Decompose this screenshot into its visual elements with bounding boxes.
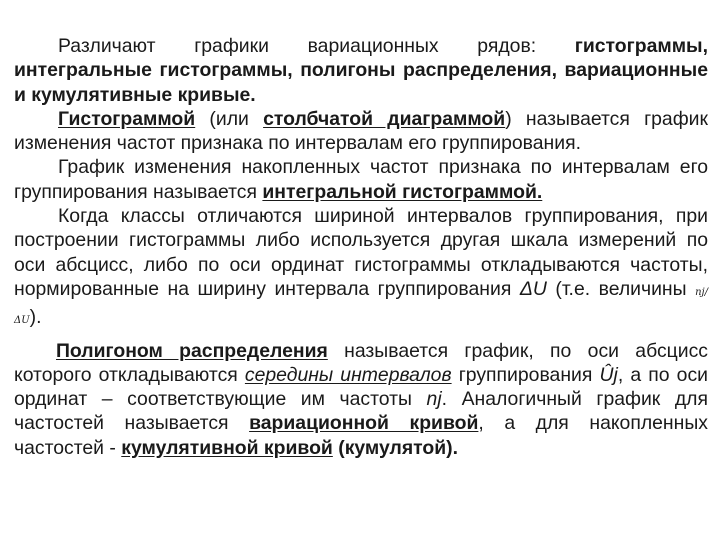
polygon-text-b: группирования [451,363,600,386]
integral-text: График изменения накопленных частот признака по интервалам его группирования называется [14,156,708,203]
polygon-text-f: (кумулятой). [332,436,459,459]
symbol-delta-u: ΔU [519,277,547,300]
paragraph-interval-width [14,204,708,333]
polygon-text-e: , а для накопленных частостей - [14,412,708,459]
paragraph-histogram [14,107,708,156]
polygon-text-c: , а по оси ординат – соответствующие им частоты [14,363,708,411]
term-histogram: Гистограммой [58,107,196,130]
interval-text-c: ). [29,306,42,329]
term-bar-chart: столбчатой диаграммой [263,107,506,130]
document-page [14,34,708,460]
term-interval-midpoints: середины интервалов [244,363,452,386]
formula-nj-delta-u: nj/ΔU [14,286,709,327]
histogram-text-b: ) называется график изменения частот признака по интервалам его группирования. [14,107,708,155]
paragraph-polygon [14,339,708,460]
histogram-text-a: (или [195,107,264,130]
term-integral-histogram: интегральной гистограммой. [262,180,543,203]
intro-text: Различают графики вариационных рядов: [58,35,575,57]
paragraph-intro [14,34,708,107]
interval-text-a: Когда классы отличаются шириной интервалов группирования, при построении гистограммы либо используется другая шкала измерений по оси абсцисс, либо по оси ординат гистограммы откладываются частоты, нормированные на ширину интервала группирования [14,205,708,300]
term-distribution-polygon: Полигоном распределения [56,339,328,362]
term-variation-curve: вариационной кривой [249,412,479,435]
chart-types-list: гистограммы, интегральные гистограммы, полигоны распределения, вариационные и кумулятивные кривые. [14,35,708,106]
term-cumulative-curve: кумулятивной кривой [121,436,333,459]
symbol-nj: nj [426,388,442,411]
symbol-u-hat-j: Ûj [599,363,618,386]
polygon-text-a: называется график, по оси абсцисс которого откладываются [14,339,708,386]
polygon-text-d: . Аналогичный график для частостей называется [14,388,708,435]
interval-text-b: (т.е. величины [546,277,696,300]
paragraph-integral-histogram [14,155,708,204]
